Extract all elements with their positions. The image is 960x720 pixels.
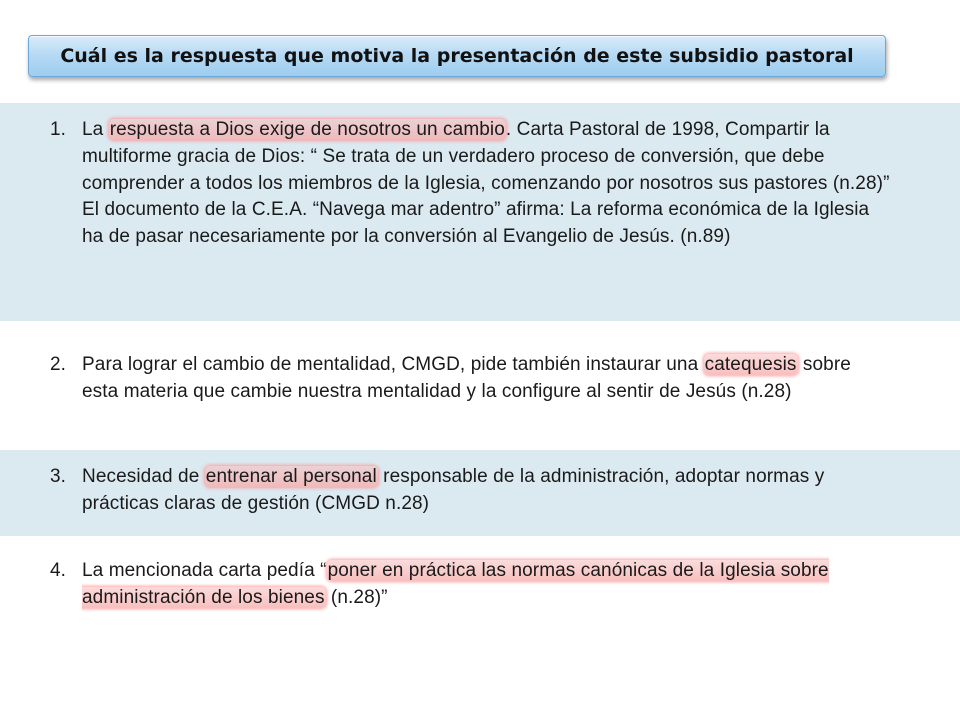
- item-text: [82, 558, 890, 612]
- highlighted-phrase: catequesis: [704, 354, 797, 375]
- item-text-part: Necesidad de: [82, 466, 205, 487]
- highlighted-phrase: entrenar al personal: [205, 466, 377, 487]
- highlighted-phrase: respuesta a Dios exige de nosotros un cambio: [109, 119, 505, 140]
- item-text-part: sobre esta materia que cambie nuestra mentalidad y la configure al sentir de Jesús (n.28): [82, 354, 851, 402]
- item-text: [82, 464, 890, 518]
- list-item-3: [50, 464, 890, 518]
- slide-title: Cuál es la respuesta que motiva la presentación de este subsidio pastoral: [60, 45, 854, 67]
- item-number: 2.: [50, 354, 67, 375]
- item-text-part: . Carta Pastoral de 1998, Compartir la multiforme gracia de Dios: “ Se trata de un verdadero proceso de conversión, que debe comprender a todos los miembros de la Iglesia, comenzando por nosotros sus pastores (n.28)”: [82, 119, 890, 194]
- item-continuation: El documento de la C.E.A. “Navega mar adentro” afirma: La reforma económica de la Iglesia ha de pasar necesariamente por la conversión al Evangelio de Jesús. (n.89): [82, 199, 870, 248]
- item-text-part: La: [82, 119, 109, 140]
- item-text-part: La mencionada carta pedía “: [82, 560, 327, 581]
- title-banner: [28, 35, 886, 77]
- list-item-4: [50, 558, 890, 612]
- list-item-1: [50, 117, 890, 251]
- list-item-2: [50, 352, 890, 406]
- item-text-part: responsable de la administración, adoptar normas y prácticas claras de gestión (CMGD n.28): [82, 466, 825, 514]
- item-text: [82, 352, 890, 406]
- item-text-part: (n.28)”: [325, 586, 388, 608]
- item-text: [82, 117, 890, 251]
- item-number: 4.: [50, 560, 67, 581]
- item-text-part: Para lograr el cambio de mentalidad, CMGD, pide también instaurar una: [82, 354, 704, 375]
- item-number: 3.: [50, 466, 67, 487]
- highlighted-phrase: poner en práctica las normas canónicas de la Iglesia sobre administración de los bienes: [82, 560, 829, 608]
- item-number: 1.: [50, 119, 67, 140]
